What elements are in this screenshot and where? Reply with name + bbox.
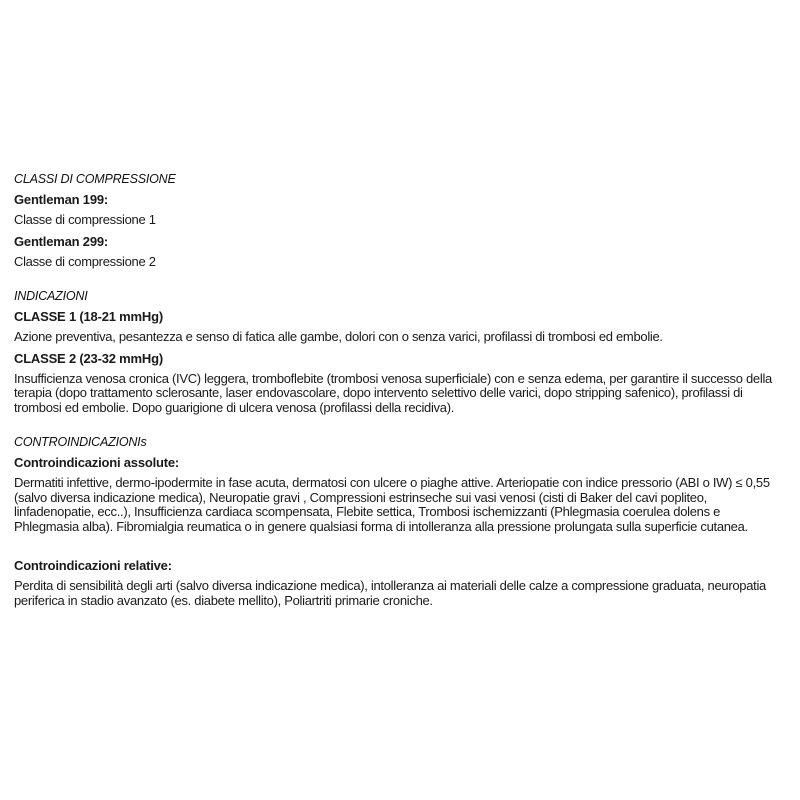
class-1-title: CLASSE 1 (18-21 mmHg) [14, 309, 163, 324]
relative-contraindications-body: Perdita di sensibilità degli arti (salvo diversa indicazione medica), intolleranza ai materiali delle calze a compressione graduata, neuropatia periferica in stadio avanzato (es. diabete mellito), Poliartriti primarie croniche. [14, 578, 766, 608]
class-1-body: Azione preventiva, pesantezza e senso di fatica alle gambe, dolori con o senza varici, profilassi di trombosi ed embolie. [14, 329, 663, 344]
section-heading-indications: INDICAZIONI [14, 289, 88, 303]
absolute-contraindications-body: Dermatiti infettive, dermo-ipodermite in fase acuta, dermatosi con ulcere o piaghe attive. Arteriopatie con indice pressorio (ABI o IW) ≤ 0,55 (salvo diversa indicazione medica), Neuropatie gravi , Compressioni estrinseche sui vasi venosi (cisti di Baker del cavi popliteo, linfadenopatie, ecc..), Insufficienza cardiaca scompensata, Flebite settica, Trombosi ischemizzanti (Phlegmasia coerulea dolens e Phlegmasia alba). Fibromialgia reumatica o in genere qualsiasi forma di intolleranza alla pressione prolungata sulla superficie cutanea. [14, 475, 770, 534]
class-2-body: Insufficienza venosa cronica (IVC) leggera, tromboflebite (trombosi venosa superficiale) con e senza edema, per garantire il successo della terapia (dopo trattamento sclerosante, laser endovascolare, dopo intervento selettivo delle varici, dopo stripping safenico), profilassi di trombosi ed embolie. Dopo guarigione di ulcera venosa (profilassi della recidiva). [14, 370, 772, 415]
section-heading-contraindications: CONTROINDICAZIONIs [14, 435, 147, 449]
gentleman-199-value: Classe di compressione 1 [14, 212, 156, 227]
section-heading-compression-classes: CLASSI DI COMPRESSIONE [14, 172, 176, 186]
gentleman-299-label: Gentleman 299: [14, 233, 109, 249]
class-2-title: CLASSE 2 (23-32 mmHg) [14, 350, 163, 366]
relative-contraindications-title: Controindicazioni relative: [14, 558, 172, 573]
absolute-contraindications-title: Controindicazioni assolute: [14, 455, 180, 470]
gentleman-299-value: Classe di compressione 2 [14, 253, 156, 269]
gentleman-199-label: Gentleman 199: [14, 192, 109, 207]
